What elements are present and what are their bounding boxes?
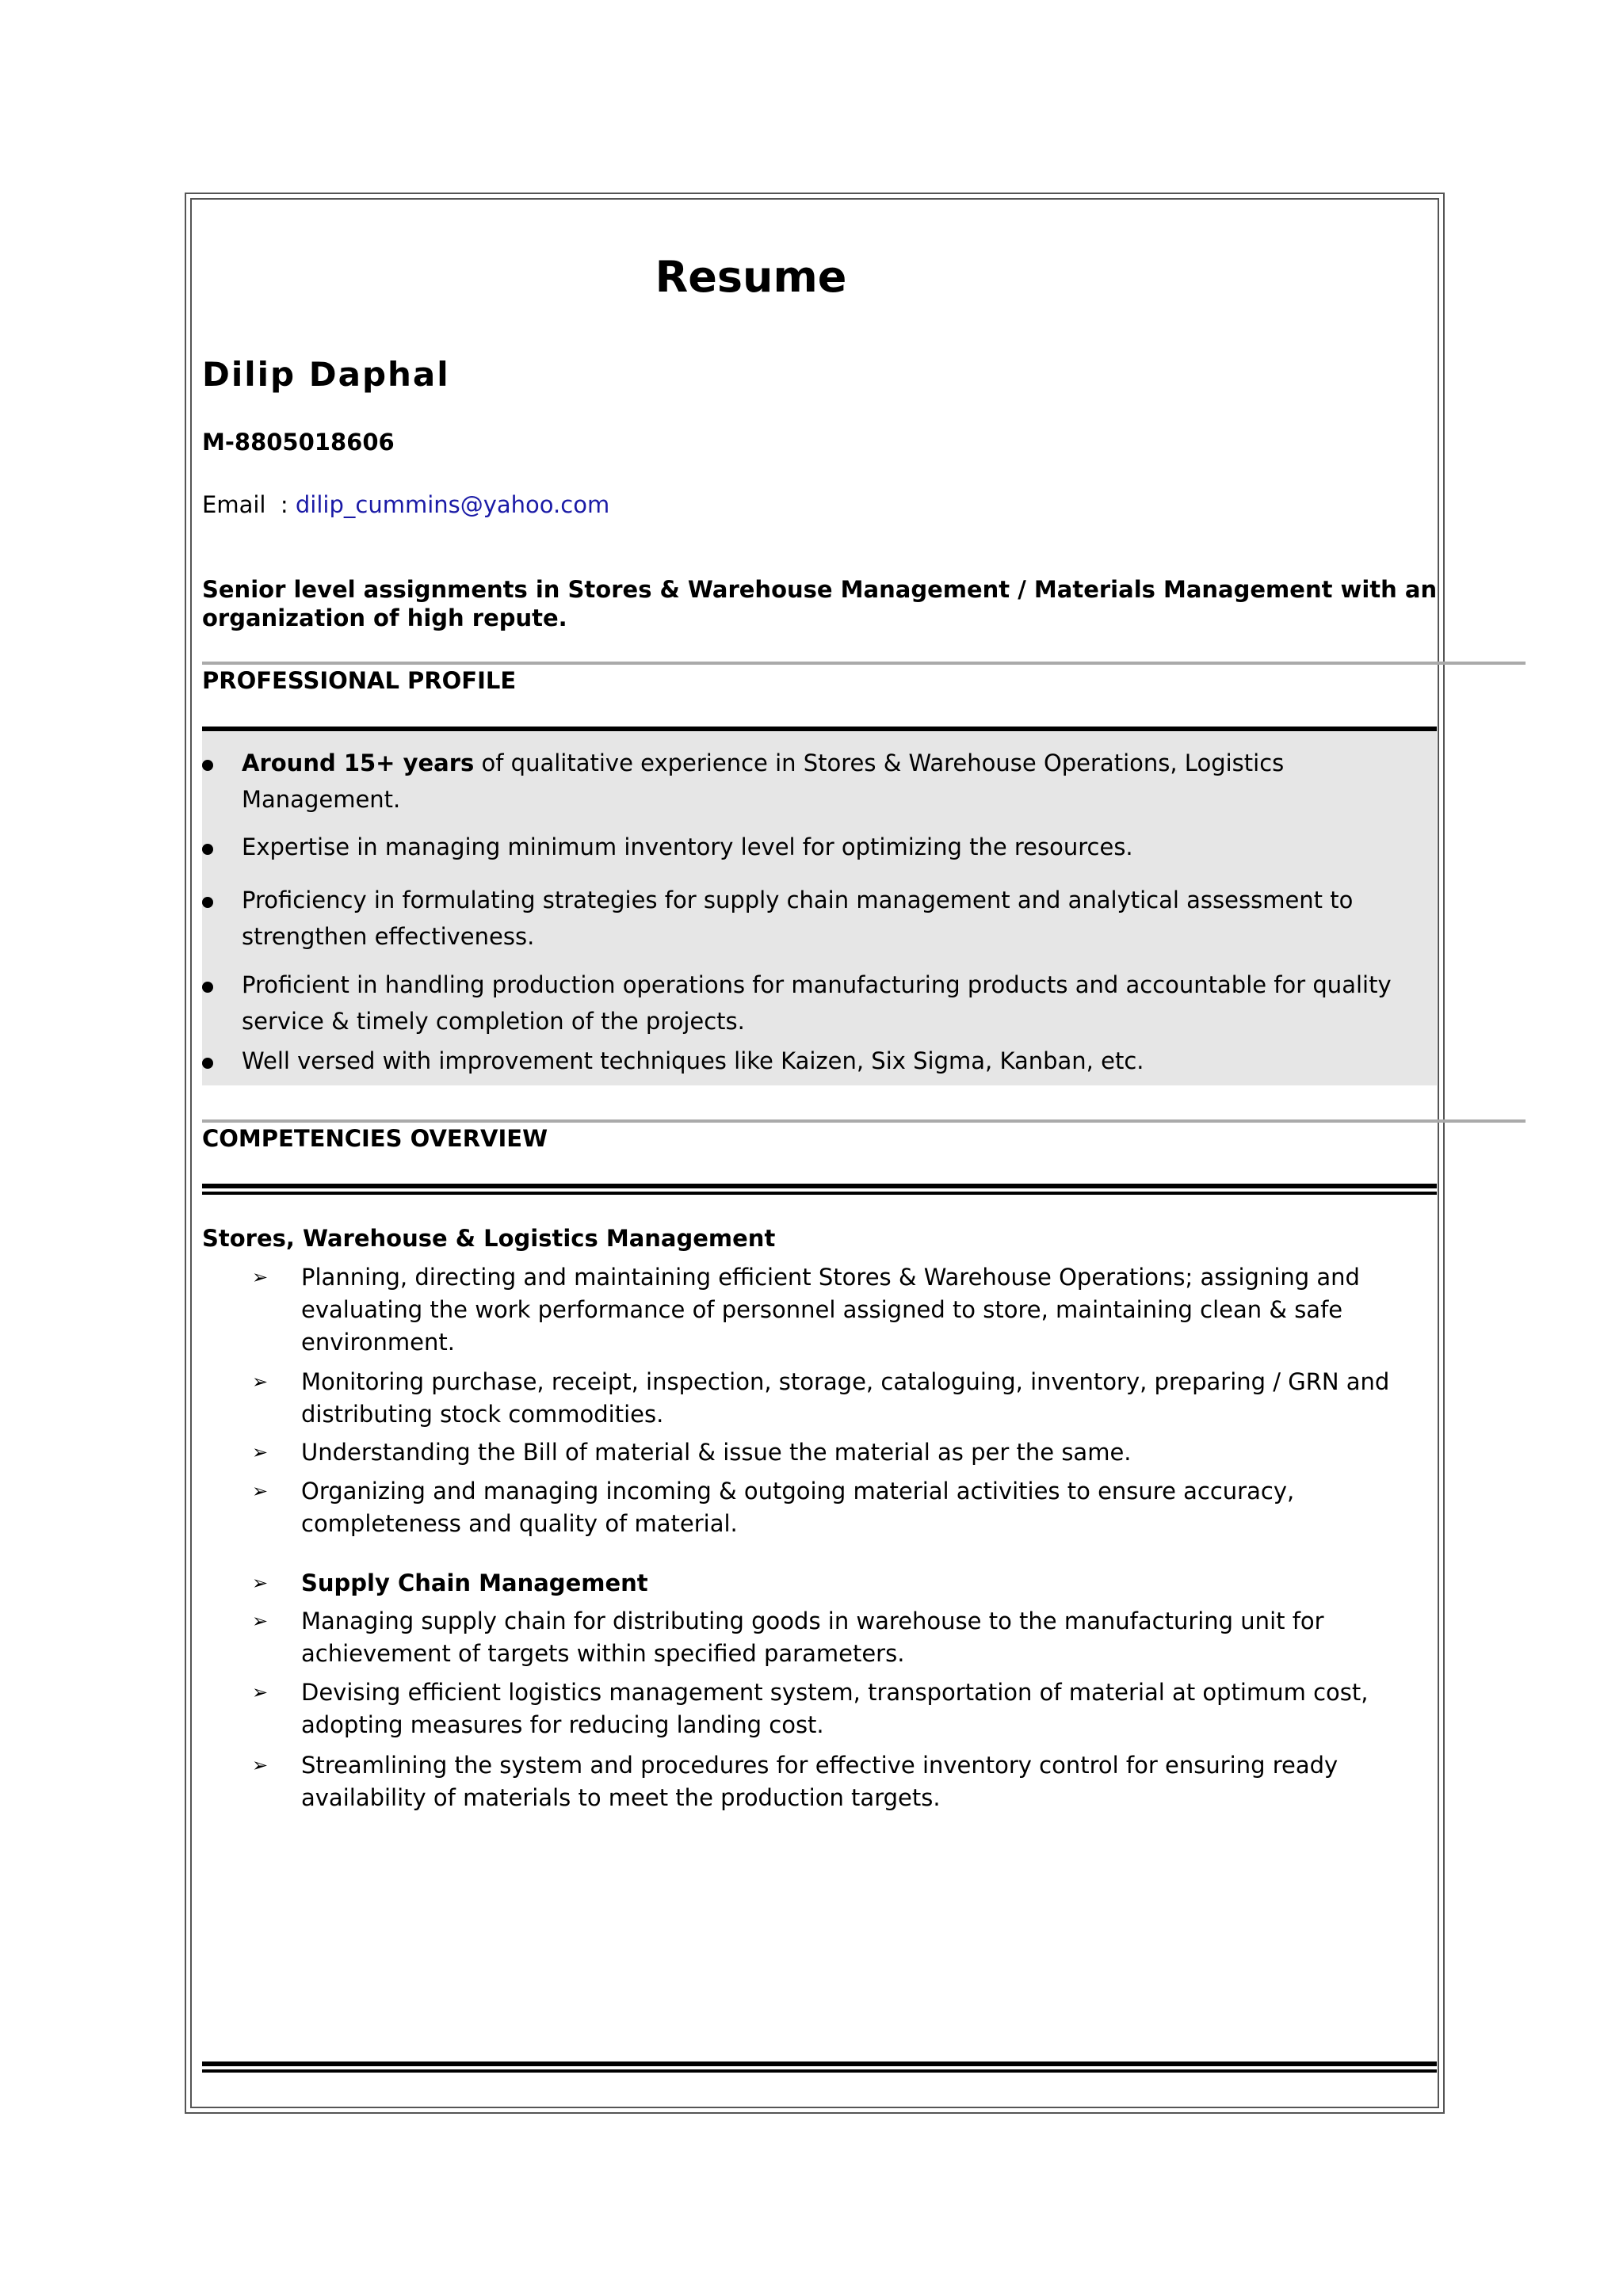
subheading-stores: Stores, Warehouse & Logistics Management xyxy=(202,1225,776,1252)
arrow-bullet-icon: ➢ xyxy=(252,1371,269,1393)
document-title: Resume xyxy=(655,252,847,302)
arrow-bullet-icon: ➢ xyxy=(252,1681,269,1703)
profile-item-text: Expertise in managing minimum inventory level for optimizing the resources. xyxy=(242,833,1133,860)
arrow-bullet-icon: ➢ xyxy=(252,1610,269,1632)
objective-statement: Senior level assignments in Stores & Warehouse Management / Materials Management with an organization of high repute. xyxy=(202,576,1438,631)
bullet-icon xyxy=(202,760,213,771)
competency-item-text: Managing supply chain for distributing goods in warehouse to the manufacturing unit for achievement of targets within specified parameters. xyxy=(301,1608,1324,1667)
competency-item-text: Monitoring purchase, receipt, inspection, storage, cataloguing, inventory, preparing / GRN and distributing stock commodities. xyxy=(301,1368,1390,1428)
bullet-icon xyxy=(202,897,213,908)
mobile-number: M-8805018606 xyxy=(202,429,395,456)
email-label: Email : xyxy=(202,491,296,518)
competency-item-text: Understanding the Bill of material & issue the material as per the same. xyxy=(301,1439,1132,1466)
section-heading-profile: PROFESSIONAL PROFILE xyxy=(202,667,517,694)
section-rule xyxy=(202,1184,1437,1195)
divider-grey xyxy=(202,1119,1526,1123)
page-frame-inner xyxy=(190,198,1439,2108)
email-line xyxy=(202,491,609,518)
arrow-bullet-icon: ➢ xyxy=(252,1754,269,1776)
profile-item-text: Well versed with improvement techniques like Kaizen, Six Sigma, Kanban, etc. xyxy=(242,1047,1144,1074)
profile-item-text: Proficiency in formulating strategies for supply chain management and analytical assessment to strengthen effectiveness. xyxy=(242,887,1354,950)
bullet-icon xyxy=(202,844,213,855)
profile-item-text: of qualitative experience in Stores & Warehouse Operations, Logistics Management. xyxy=(242,749,1285,813)
email-link[interactable]: dilip_cummins@yahoo.com xyxy=(295,491,610,518)
arrow-bullet-icon: ➢ xyxy=(252,1266,269,1288)
arrow-bullet-icon: ➢ xyxy=(252,1572,269,1594)
competency-item-text: Planning, directing and maintaining efficient Stores & Warehouse Operations; assigning and evaluating the work performance of personnel assigned to store, maintaining clean & safe environment. xyxy=(301,1264,1360,1356)
profile-item-text: Proficient in handling production operations for manufacturing products and accountable for quality service & timely completion of the projects. xyxy=(242,971,1392,1035)
bullet-icon xyxy=(202,982,213,993)
footer-rule xyxy=(202,2061,1437,2073)
bullet-icon xyxy=(202,1058,213,1069)
divider-grey xyxy=(202,662,1526,665)
competency-item-text: Organizing and managing incoming & outgoing material activities to ensure accuracy, completeness and quality of material. xyxy=(301,1478,1295,1537)
subheading-supply-chain: Supply Chain Management xyxy=(301,1569,648,1596)
candidate-name: Dilip Daphal xyxy=(202,355,450,394)
section-heading-competencies: COMPETENCIES OVERVIEW xyxy=(202,1125,548,1152)
experience-highlight: Around 15+ years xyxy=(242,749,475,776)
profile-box xyxy=(202,732,1437,1085)
competency-item-text: Streamlining the system and procedures for effective inventory control for ensuring ready availability of materials to meet the production targets. xyxy=(301,1752,1338,1811)
arrow-bullet-icon: ➢ xyxy=(252,1441,269,1463)
competency-item-text: Devising efficient logistics management system, transportation of material at optimum cost, adopting measures for reducing landing cost. xyxy=(301,1679,1369,1738)
arrow-bullet-icon: ➢ xyxy=(252,1480,269,1502)
